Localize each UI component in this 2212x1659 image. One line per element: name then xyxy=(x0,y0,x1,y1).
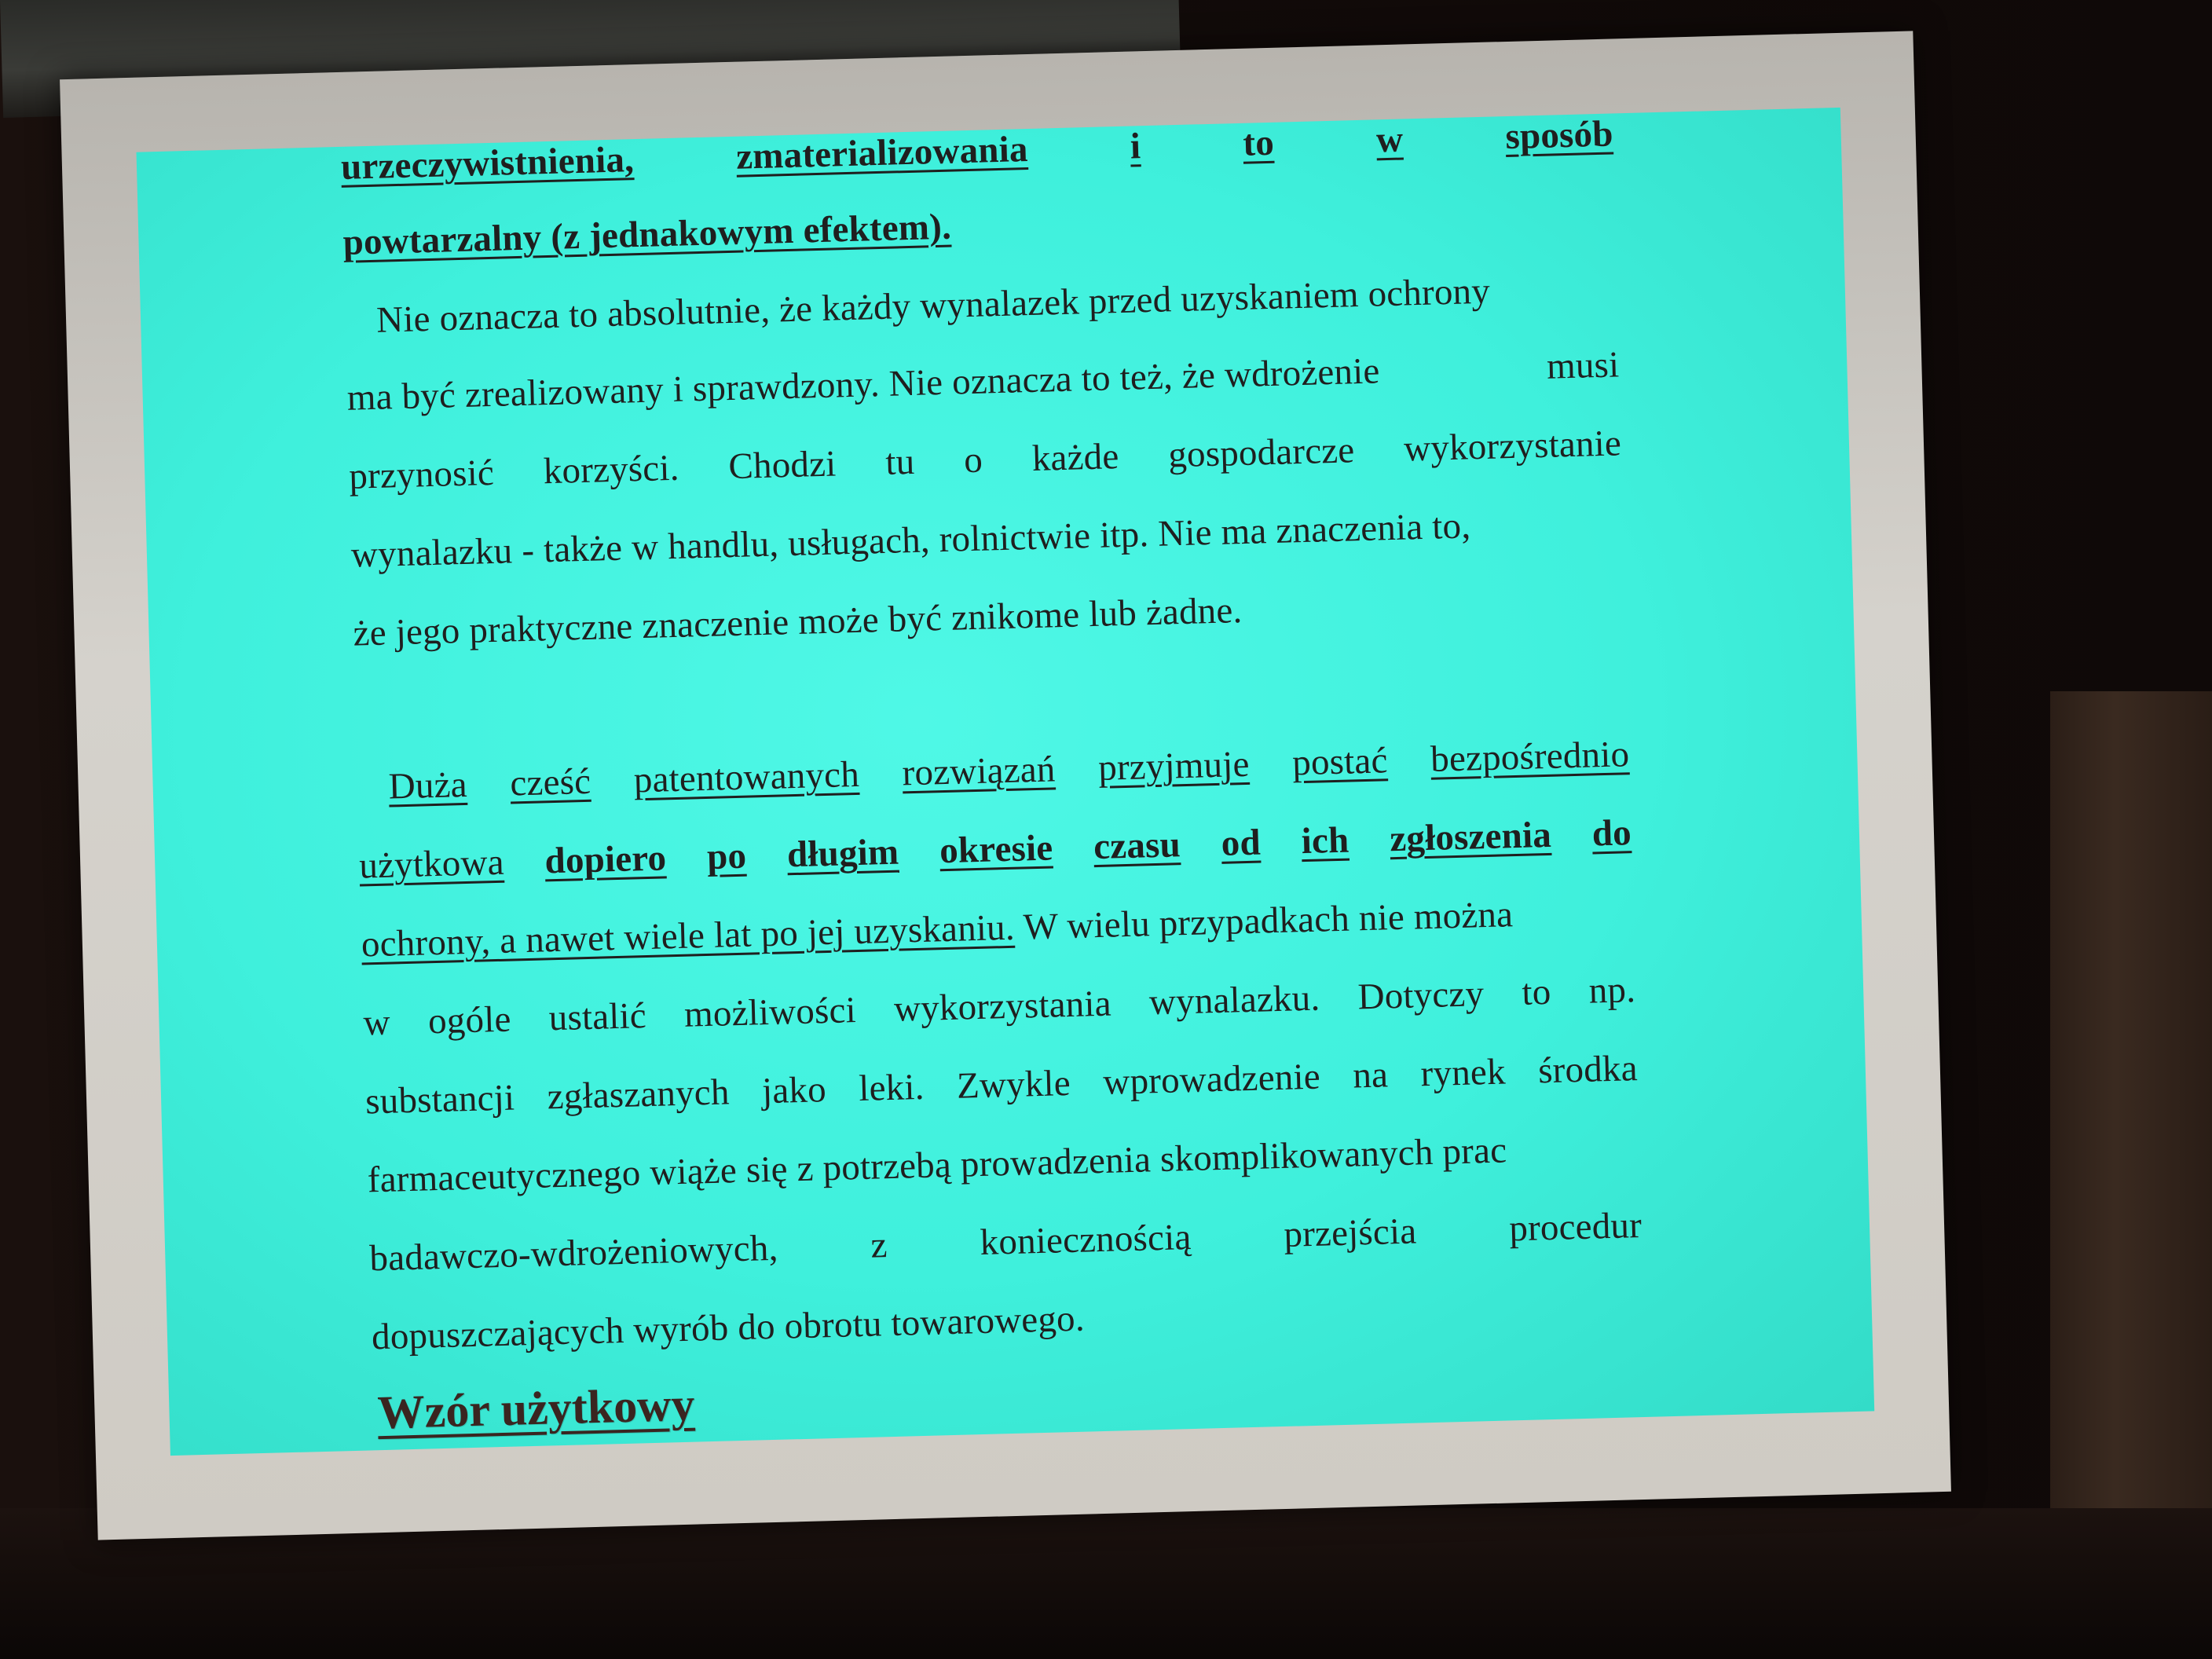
slide-line-9-word: czasu xyxy=(1093,824,1181,868)
slide-line-11-word: np. xyxy=(1588,969,1636,1012)
slide-line-10-underlined: ochrony, a nawet wiele lat po jej uzyskaniu. xyxy=(361,906,1016,965)
slide-heading: Wzór użytkowy xyxy=(376,1378,696,1439)
slide-line-12-word: na xyxy=(1352,1054,1389,1097)
slide-line-9-word: użytkowa xyxy=(358,841,505,887)
slide-line-9-word: ich xyxy=(1301,819,1350,862)
slide-line-5-word: o xyxy=(963,439,983,482)
slide-line-2 xyxy=(342,185,1616,266)
slide-line-10-rest: W wielu przypadkach nie można xyxy=(1013,894,1514,948)
slide-line-5-word: każde xyxy=(1031,436,1120,479)
slide-line-12-word: środka xyxy=(1537,1048,1639,1092)
slide-line-12-word: wprowadzenie xyxy=(1102,1056,1321,1103)
slide-line-1-word: zmaterializowania xyxy=(735,128,1029,178)
slide-line-4-part: ma być zrealizowany i sprawdzony. Nie oznacza to też, że wdrożenie xyxy=(346,350,1381,419)
slide-line-9-word: od xyxy=(1221,822,1262,864)
slide-line-11-word: ogóle xyxy=(427,998,512,1042)
slide-line-5-word: wykorzystanie xyxy=(1403,423,1622,470)
slide-line-3: Nie oznacza to absolutnie, że każdy wynalazek przed uzyskaniem ochrony xyxy=(375,270,1491,341)
slide-line-12-word: Zwykle xyxy=(956,1062,1071,1107)
slide-line-1-word: sposób xyxy=(1504,113,1614,158)
slide-line-5-word: przynosić xyxy=(348,452,495,497)
slide-line-12-word: substancji xyxy=(364,1077,515,1122)
slide-line-8-word: rozwiązań xyxy=(901,749,1057,794)
slide-line-11-word: wynalazku. xyxy=(1148,977,1320,1024)
slide-line-9-word: okresie xyxy=(939,827,1053,872)
slide-line-5-word: tu xyxy=(884,441,915,483)
slide-line-12-word: jako xyxy=(761,1069,827,1112)
slide-line-11-word: to xyxy=(1521,971,1552,1013)
slide-line-9-word: dopiero xyxy=(544,837,667,882)
slide-line-14-word: przejścia xyxy=(1283,1210,1417,1255)
slide-line-12 xyxy=(364,1045,1638,1125)
slide-line-14 xyxy=(369,1202,1643,1282)
slide-line-8-word: bezpośrednio xyxy=(1430,734,1630,780)
slide-line-11-word: możliwości xyxy=(683,990,857,1035)
slide-line-12-word: rynek xyxy=(1419,1051,1507,1095)
slide-line-2-text: powtarzalny (z jednakowym efektem). xyxy=(342,206,952,263)
slide-line-5-word: gospodarcze xyxy=(1167,430,1356,476)
slide-line-8-word: przyjmuje xyxy=(1097,743,1251,789)
slide-line-6: wynalazku - także w handlu, usługach, rolnictwie itp. Nie ma znaczenia to, xyxy=(350,505,1471,576)
slide-line-9-word: długim xyxy=(786,831,899,876)
slide-line-7: że jego praktyczne znaczenie może być znikome lub żadne. xyxy=(352,590,1243,654)
slide-line-4-part: musi xyxy=(1546,344,1620,387)
projection-screen xyxy=(60,31,1951,1540)
slide-line-12-word: zgłaszanych xyxy=(547,1071,731,1118)
slide-line-11-word: wykorzystania xyxy=(893,983,1112,1030)
slide-line-4 xyxy=(346,341,1620,421)
slide-line-5 xyxy=(349,419,1622,500)
slide-line-1-word: i xyxy=(1130,126,1141,167)
slide-line-5-word: Chodzi xyxy=(727,443,837,488)
slide-line-1-word: w xyxy=(1375,119,1404,161)
slide-line-14-word: z xyxy=(870,1225,888,1266)
slide-line-14-word: procedur xyxy=(1508,1204,1643,1250)
slide-line-1-word: to xyxy=(1242,122,1275,164)
slide-line-8-word: patentowanych xyxy=(633,753,860,801)
slide-line-11 xyxy=(363,966,1636,1046)
projected-slide xyxy=(137,108,1875,1456)
slide-line-1 xyxy=(340,110,1613,190)
slide-line-11-word: ustalić xyxy=(548,995,647,1039)
slide-line-9 xyxy=(359,809,1632,889)
slide-line-12-word: leki. xyxy=(858,1066,925,1110)
slide-line-8-word: postać xyxy=(1291,740,1389,784)
slide-line-14-word: koniecznością xyxy=(979,1217,1192,1264)
slide-line-13: farmaceutycznego wiąże się z potrzebą prowadzenia skomplikowanych prac xyxy=(367,1130,1507,1201)
slide-line-14-word: badawczo-wdrożeniowych, xyxy=(368,1227,779,1280)
slide-line-8 xyxy=(357,731,1630,811)
slide-line-1-word: urzeczywistnienia, xyxy=(340,139,635,188)
slide-line-10 xyxy=(361,888,1634,968)
slide-line-11-word: Dotyczy xyxy=(1357,973,1485,1018)
slide-line-9-word: zgłoszenia xyxy=(1389,814,1552,860)
slide-line-11-word: w xyxy=(362,1002,391,1044)
slide-line-8-word: Duża xyxy=(388,764,468,808)
slide-line-8-word: cześć xyxy=(509,760,591,804)
slide-line-9-word: po xyxy=(706,835,747,877)
slide-line-9-word: do xyxy=(1591,812,1632,855)
slide-line-5-word: korzyści. xyxy=(543,447,680,493)
slide-line-15: dopuszczających wyrób do obrotu towarowego. xyxy=(371,1298,1086,1358)
